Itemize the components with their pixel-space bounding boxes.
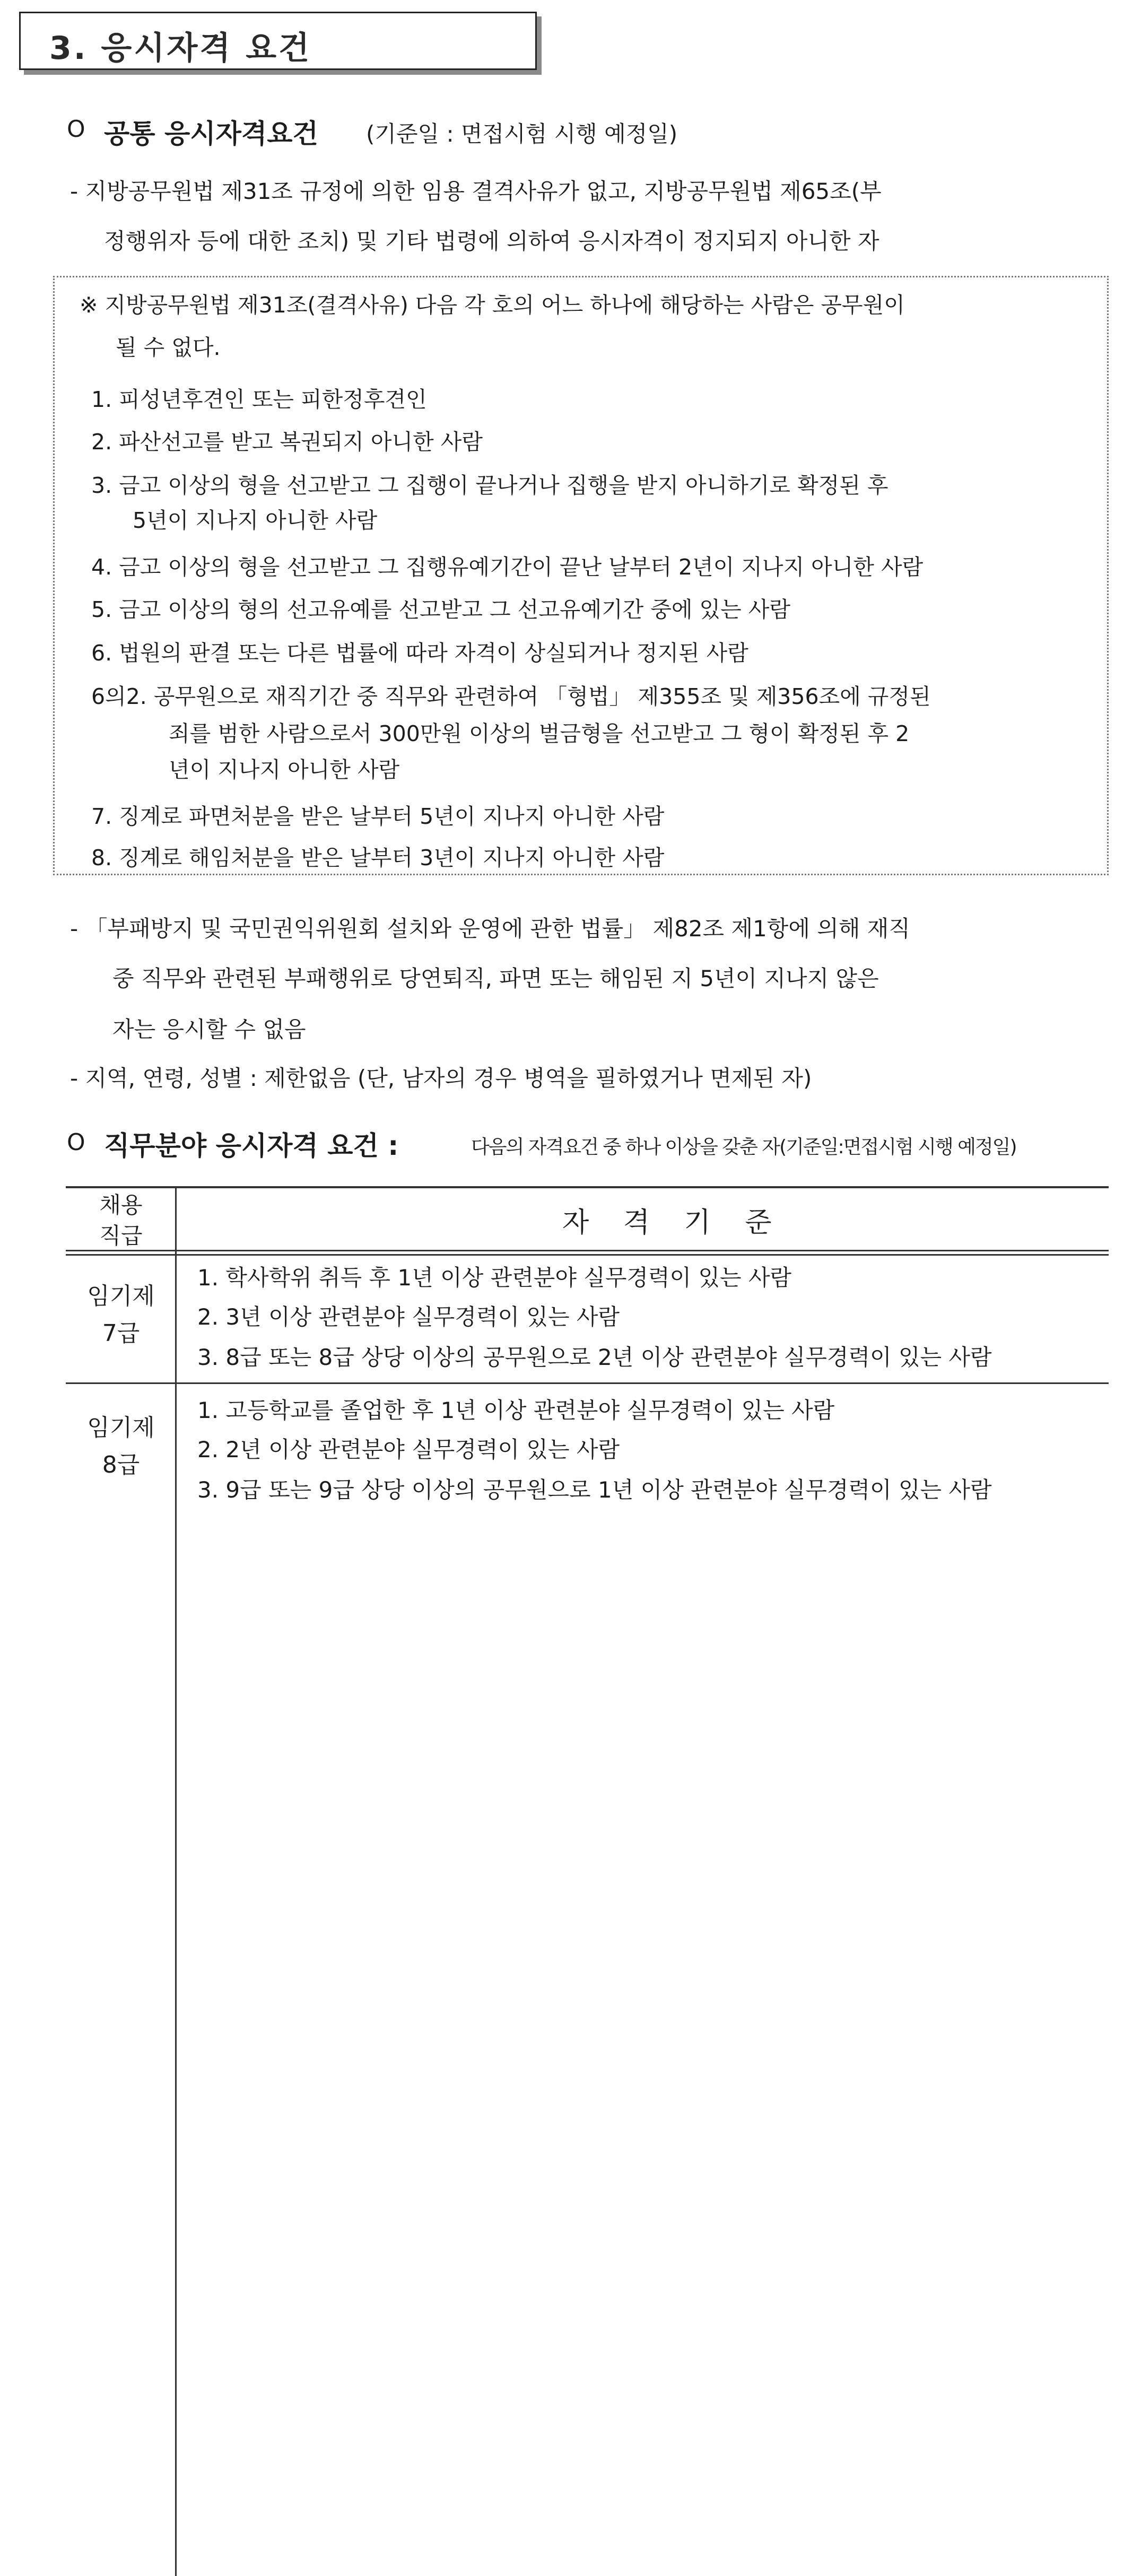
row-criteria-item: 3. 9급 또는 9급 상당 이상의 공무원으로 1년 이상 관련분야 실무경력이 있는 사람 [197,1477,992,1503]
row-criteria-item: 2. 2년 이상 관련분야 실무경력이 있는 사람 [197,1437,620,1463]
job-bullet: O [67,1129,85,1156]
row-grade-line-2: 7급 [102,1320,140,1347]
notice-item: 4. 금고 이상의 형을 선고받고 그 집행유예기간이 끝난 날부터 2년이 지나지 아니한 사람 [91,554,924,580]
anticorruption-line-2: 중 직무와 관련된 부패행위로 당연퇴직, 파면 또는 해임된 지 5년이 지나지 않은 [112,965,879,991]
header-grade-line-1: 채용 [99,1192,143,1218]
notice-item: 7. 징계로 파면처분을 받은 날부터 5년이 지나지 아니한 사람 [91,804,665,829]
notice-item: 6. 법원의 판결 또는 다른 법률에 따라 자격이 상실되거나 정지된 사람 [91,640,748,666]
common-heading: 공통 응시자격요건 [104,118,318,149]
row-criteria-item: 1. 학사학위 취득 후 1년 이상 관련분야 실무경력이 있는 사람 [197,1265,792,1291]
notice-item: 6의2. 공무원으로 재직기간 중 직무와 관련하여 「형법」 제355조 및 제356조에 규정된 [91,684,931,709]
anticorruption-line-3: 자는 응시할 수 없음 [112,1016,306,1042]
job-heading: 직무분야 응시자격 요건 : [104,1130,399,1161]
common-para-line-1: - 지방공무원법 제31조 규정에 의한 임용 결격사유가 없고, 지방공무원법 제65조(부 [70,178,882,204]
job-heading-note: 다음의 자격요건 중 하나 이상을 갖춘 자(기준일:면접시험 시행 예정일) [471,1136,1016,1158]
common-heading-note: (기준일 : 면접시험 시행 예정일) [366,121,678,147]
header-criteria: 자 격 기 준 [562,1207,785,1239]
notice-item: 5. 금고 이상의 형의 선고유예를 선고받고 그 선고유예기간 중에 있는 사람 [91,597,791,622]
row-criteria-item: 2. 3년 이상 관련분야 실무경력이 있는 사람 [197,1304,620,1330]
row-criteria-item: 1. 고등학교를 졸업한 후 1년 이상 관련분야 실무경력이 있는 사람 [197,1397,835,1423]
notice-item-continued: 년이 지나지 아니한 사람 [169,757,400,782]
notice-item: 1. 피성년후견인 또는 피한정후견인 [91,387,427,412]
notice-intro-line-1: ※ 지방공무원법 제31조(결격사유) 다음 각 호의 어느 하나에 해당하는 사람은 공무원이 [80,292,905,318]
notice-item-continued: 5년이 지나지 아니한 사람 [133,508,378,533]
anticorruption-line-1: - 「부패방지 및 국민권익위원회 설치와 운영에 관한 법률」 제82조 제1항에 의해 재직 [70,916,910,942]
table-top-border [66,1186,1109,1188]
row-criteria-item: 3. 8급 또는 8급 상당 이상의 공무원으로 2년 이상 관련분야 실무경력이 있는 사람 [197,1344,992,1370]
region-age-gender-line: - 지역, 연령, 성별 : 제한없음 (단, 남자의 경우 병역을 필하였거나 면제된 자) [70,1065,812,1091]
notice-item: 8. 징계로 해임처분을 받은 날부터 3년이 지나지 아니한 사람 [91,845,665,871]
row-grade-line-1: 임기제 [87,1414,155,1441]
table-column-divider [175,1186,177,2576]
section-heading-box [19,12,537,70]
notice-item: 2. 파산선고를 받고 복권되지 아니한 사람 [91,429,483,455]
notice-item: 3. 금고 이상의 형을 선고받고 그 집행이 끝나거나 집행을 받지 아니하기로 확정된 후 [91,473,889,498]
common-bullet: O [67,116,85,143]
header-double-border [66,1254,1109,1256]
row-grade-line-1: 임기제 [87,1283,155,1310]
notice-item-continued: 죄를 범한 사람으로서 300만원 이상의 벌금형을 선고받고 그 형이 확정된 후 2 [169,721,910,746]
header-grade-line-2: 직급 [99,1223,143,1249]
row-grade-line-2: 8급 [102,1451,140,1478]
row-divider [66,1382,1109,1384]
section-title: 3. 응시자격 요건 [49,30,312,67]
common-para-line-2: 정행위자 등에 대한 조치) 및 기타 법령에 의하여 응시자격이 정지되지 아니한 자 [104,228,879,254]
notice-intro-line-2: 될 수 없다. [116,335,221,360]
header-double-border [66,1250,1109,1251]
